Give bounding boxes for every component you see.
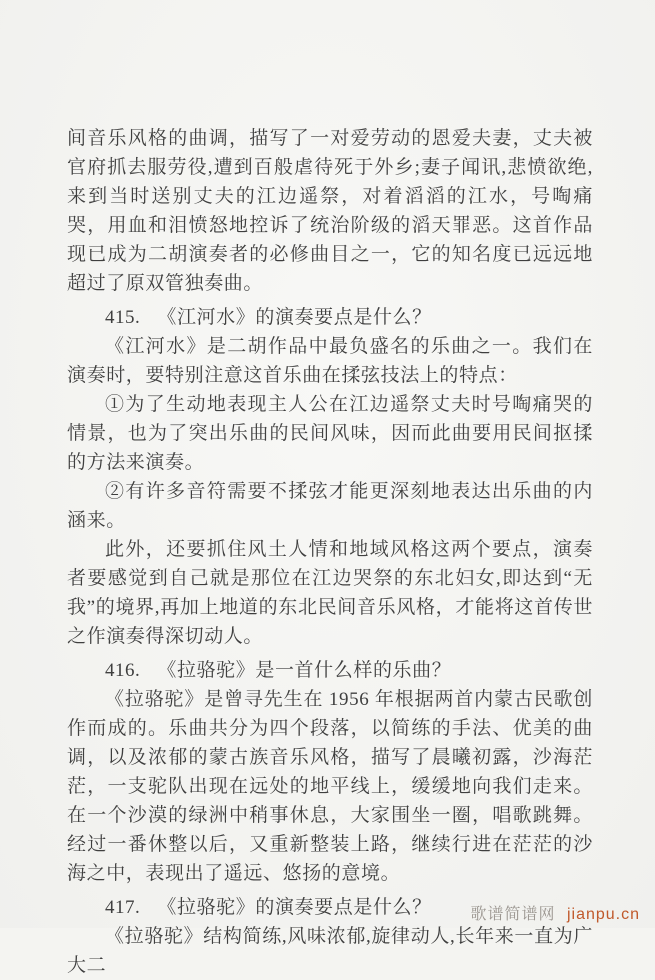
paragraph-answer-415-point1: ①为了生动地表现主人公在江边遥祭丈夫时号啕痛哭的情景，也为了突出乐曲的民间风味，因而此曲要用民间抠揉的方法来演奏。 [67,394,593,473]
question-title: 《拉骆驼》的演奏要点是什么？ [157,897,432,918]
paragraph-answer-416: 《拉骆驼》是曾寻先生在 1956 年根据两首内蒙古民歌创作而成的。乐曲共分为四个段落，以简练的手法、优美的曲调，以及浓郁的蒙古族音乐风格，描写了晨曦初露，沙海茫茫，一支驼队出现在远处的地平线上，缓缓地向我们走来。在一个沙漠的绿洲中稍事休息，大家围坐一圈，唱歌跳舞。经过一番休整以后，又重新整装上路，继续行进在茫茫的沙海之中，表现出了遥远、悠扬的意境。 [67,689,593,884]
paragraph-continuation: 间音乐风格的曲调，描写了一对爱劳动的恩爱夫妻，丈夫被官府抓去服劳役,遭到百般虐待死于外乡;妻子闻讯,悲愤欲绝,来到当时送别丈夫的江边遥祭，对着滔滔的江水，号啕痛哭，用血和泪愤怒地控诉了统治阶级的滔天罪恶。这首作品现已成为二胡演奏者的必修曲目之一，它的知名度已远远地超过了原双管独奏曲。 [67,128,593,294]
question-title: 《江河水》的演奏要点是什么？ [157,307,432,328]
question-heading-416 [67,656,593,685]
question-heading-415 [67,303,593,332]
question-number: 417. [105,897,141,918]
site-watermark [470,901,640,924]
question-number: 415. [105,307,141,328]
watermark-site-name: 歌谱简谱网 [470,906,556,923]
paragraph-answer-415-extra: 此外，还要抓住风土人情和地域风格这两个要点，演奏者要感觉到自己就是那位在江边哭祭的东北妇女,即达到“无我”的境界,再加上地道的东北民间音乐风格，才能将这首传世之作演奏得深切动人。 [67,539,593,647]
question-title: 《拉骆驼》是一首什么样的乐曲？ [157,660,452,681]
watermark-domain: jianpu.cn [566,906,640,923]
paragraph-answer-415-point2: ②有许多音符需要不揉弦才能更深刻地表达出乐曲的内涵来。 [67,481,593,531]
paragraph-answer-415-intro: 《江河水》是二胡作品中最负盛名的乐曲之一。我们在演奏时，要特别注意这首乐曲在揉弦技法上的特点： [67,336,593,386]
question-number: 416. [105,660,141,681]
page-text-block [67,124,593,980]
paragraph-answer-417-start: 《拉骆驼》结构简练,风味浓郁,旋律动人,长年来一直为广大二 [67,926,593,976]
